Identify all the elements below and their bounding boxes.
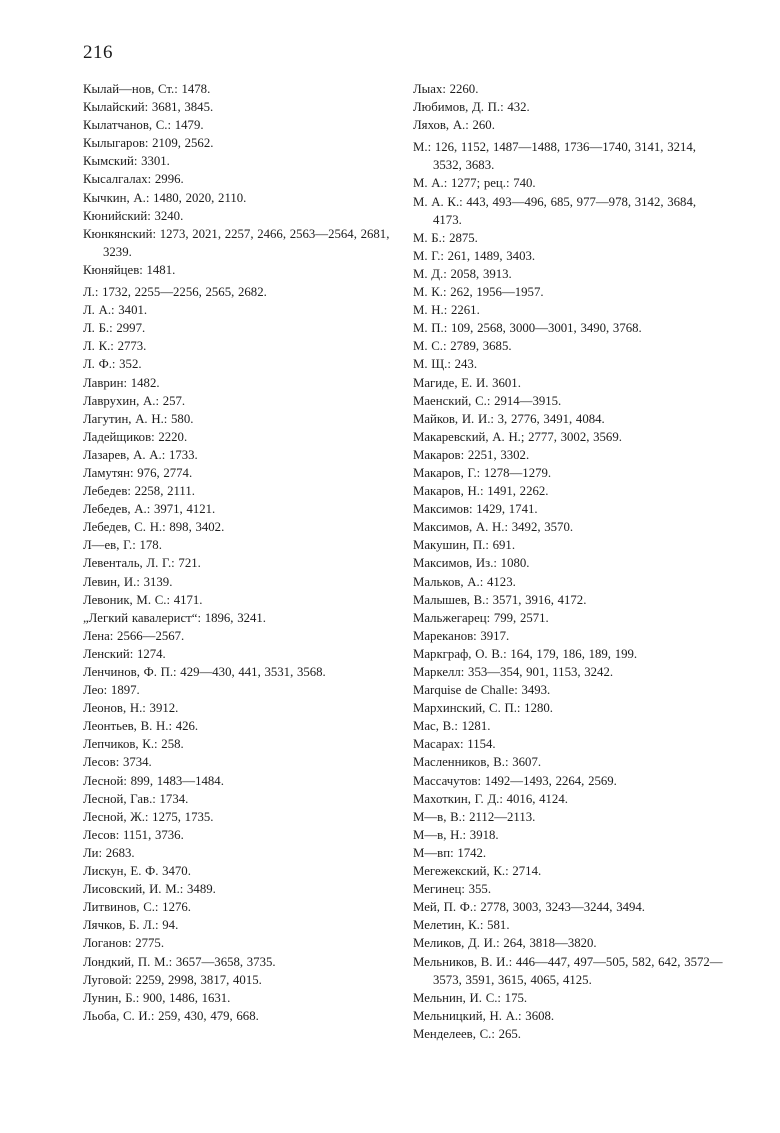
index-entry: Л—ев, Г.: 178. — [83, 538, 162, 553]
index-entry: Лепчиков, К.: 258. — [83, 737, 184, 752]
index-column-left — [83, 80, 393, 1025]
index-entry: Лео: 1897. — [83, 683, 140, 698]
index-entry: Кылатчанов, С.: 1479. — [83, 118, 204, 133]
index-entry: Мальков, А.: 4123. — [413, 574, 516, 589]
index-entry: Лесов: 1151, 3736. — [83, 827, 184, 842]
index-entry: „Легкий кавалерист“: 1896, 3241. — [83, 610, 266, 625]
index-entry: Мальжегарец: 799, 2571. — [413, 610, 549, 625]
index-entry: Маенский, С.: 2914—3915. — [413, 393, 562, 408]
index-entry: Макаревский, А. Н.; 2777, 3002, 3569. — [413, 429, 622, 444]
index-entry: Максимов, Из.: 1080. — [413, 556, 530, 571]
index-entry: Лебедев, С. Н.: 898, 3402. — [83, 520, 225, 535]
index-entry: Лаврин: 1482. — [83, 375, 160, 390]
index-entry: Майков, И. И.: 3, 2776, 3491, 4084. — [413, 411, 605, 426]
page-number: 216 — [83, 42, 113, 63]
index-entry: Лисовский, И. М.: 3489. — [83, 882, 216, 897]
index-entry: Кюнийский: 3240. — [83, 208, 184, 223]
index-entry: Левоник, М. С.: 4171. — [83, 592, 203, 607]
index-entry: Кылайский: 3681, 3845. — [83, 100, 214, 115]
index-entry: Махоткин, Г. Д.: 4016, 4124. — [413, 791, 568, 806]
index-entry: Макушин, П.: 691. — [413, 538, 516, 553]
index-entry: М—в, Н.: 3918. — [413, 827, 499, 842]
index-entry: Максимов: 1429, 1741. — [413, 502, 538, 517]
index-entry: М. С.: 2789, 3685. — [413, 339, 512, 354]
index-entry: М. К.: 262, 1956—1957. — [413, 285, 544, 300]
index-entry: Л. К.: 2773. — [83, 339, 147, 354]
index-entry: Лунин, Б.: 900, 1486, 1631. — [83, 990, 231, 1005]
index-entry: Ленский: 1274. — [83, 646, 166, 661]
index-entry: Лебедев: 2258, 2111. — [83, 484, 195, 499]
index-entry: Лаврухин, А.: 257. — [83, 393, 186, 408]
index-entry: Мельнин, И. С.: 175. — [413, 990, 528, 1005]
index-entry: Мельников, В. И.: 446—447, 497—505, 582, 642, 3572—3573, 3591, 3615, 4065, 4125. — [413, 954, 723, 987]
index-entry: Лыах: 2260. — [413, 82, 479, 96]
index-entry: Мегежекский, К.: 2714. — [413, 864, 542, 879]
index-entry: Льоба, С. И.: 259, 430, 479, 668. — [83, 1008, 259, 1023]
index-entry: М—в, В.: 2112—2113. — [413, 809, 536, 824]
index-entry: Marquise de Challe: 3493. — [413, 683, 551, 698]
index-entry: М.: 126, 1152, 1487—1488, 1736—1740, 3141, 3214, 3532, 3683. — [413, 140, 696, 173]
index-entry: Левин, И.: 3139. — [83, 574, 173, 589]
index-entry: М. Г.: 261, 1489, 3403. — [413, 248, 536, 263]
index-entry: Л. А.: 3401. — [83, 303, 148, 318]
index-entry: Малышев, В.: 3571, 3916, 4172. — [413, 592, 587, 607]
index-entry: Ляхов, А.: 260. — [413, 118, 495, 133]
index-entry: Лагутин, А. Н.: 580. — [83, 411, 194, 426]
index-entry: М. Н.: 2261. — [413, 303, 480, 318]
index-entry: Ленчинов, Ф. П.: 429—430, 441, 3531, 3568. — [83, 665, 326, 679]
index-entry: Мельницкий, Н. А.: 3608. — [413, 1008, 555, 1023]
index-entry: Кычкин, А.: 1480, 2020, 2110. — [83, 190, 247, 205]
index-column-right — [413, 80, 723, 1043]
index-entry: Кюнкянский: 1273, 2021, 2257, 2466, 2563—2564, 2681, 3239. — [83, 226, 390, 259]
index-entry: Лесов: 3734. — [83, 755, 152, 770]
index-entry: Мас, В.: 1281. — [413, 719, 491, 734]
index-entry: М. Д.: 2058, 3913. — [413, 266, 512, 281]
index-entry: Маркграф, О. В.: 164, 179, 186, 189, 199. — [413, 646, 638, 661]
index-entry: Леонтьев, В. Н.: 426. — [83, 719, 199, 734]
index-entry: М. П.: 109, 2568, 3000—3001, 3490, 3768. — [413, 321, 642, 336]
index-entry: Ли: 2683. — [83, 845, 135, 860]
index-entry: М—вп: 1742. — [413, 845, 487, 860]
index-entry: М. А.: 1277; рец.: 740. — [413, 176, 536, 191]
index-entry: Лена: 2566—2567. — [83, 628, 185, 643]
index-entry: Литвинов, С.: 1276. — [83, 900, 191, 915]
index-entry: Кылыгаров: 2109, 2562. — [83, 136, 214, 151]
index-entry: Мелетин, К.: 581. — [413, 918, 510, 933]
index-entry: Кымский: 3301. — [83, 154, 170, 169]
index-entry: Менделеев, С.: 265. — [413, 1026, 521, 1041]
index-entry: Мей, П. Ф.: 2778, 3003, 3243—3244, 3494. — [413, 900, 646, 915]
index-entry: Л. Б.: 2997. — [83, 321, 146, 336]
index-entry: Масленников, В.: 3607. — [413, 755, 542, 770]
index-entry: Ладейщиков: 2220. — [83, 429, 188, 444]
index-entry: Кюняйцев: 1481. — [83, 262, 176, 277]
index-entry: Лесной, Ж.: 1275, 1735. — [83, 809, 214, 824]
index-entry: Максимов, А. Н.: 3492, 3570. — [413, 520, 574, 535]
index-entry: Мегинец: 355. — [413, 882, 492, 897]
index-entry: М. Б.: 2875. — [413, 230, 478, 245]
index-entry: Л.: 1732, 2255—2256, 2565, 2682. — [83, 285, 267, 300]
index-entry: Кысалгалах: 2996. — [83, 172, 184, 187]
index-entry: Массачутов: 1492—1493, 2264, 2569. — [413, 773, 617, 788]
index-entry: Ламутян: 976, 2774. — [83, 465, 193, 480]
index-entry: Макаров: 2251, 3302. — [413, 447, 530, 462]
index-entry: Левенталь, Л. Г.: 721. — [83, 556, 201, 571]
index-entry: Кылай—нов, Ст.: 1478. — [83, 82, 211, 96]
index-entry: Макаров, Г.: 1278—1279. — [413, 465, 552, 480]
index-entry: Мархинский, С. П.: 1280. — [413, 701, 553, 716]
index-entry: Логанов: 2775. — [83, 936, 165, 951]
index-entry: Масарах: 1154. — [413, 737, 496, 752]
index-entry: Магиде, Е. И. 3601. — [413, 375, 521, 390]
index-entry: М. Щ.: 243. — [413, 357, 478, 372]
index-entry: Л. Ф.: 352. — [83, 357, 142, 372]
index-entry: М. А. К.: 443, 493—496, 685, 977—978, 3142, 3684, 4173. — [413, 194, 697, 227]
index-entry: Лесной: 899, 1483—1484. — [83, 773, 224, 788]
index-entry: Лискун, Е. Ф. 3470. — [83, 864, 191, 879]
index-entry: Лондкий, П. М.: 3657—3658, 3735. — [83, 954, 276, 969]
index-entry: Любимов, Д. П.: 432. — [413, 100, 530, 115]
index-entry: Леонов, Н.: 3912. — [83, 701, 179, 716]
index-entry: Лесной, Гав.: 1734. — [83, 791, 189, 806]
index-entry: Луговой: 2259, 2998, 3817, 4015. — [83, 972, 262, 987]
index-entry: Лазарев, А. А.: 1733. — [83, 447, 198, 462]
index-entry: Маркелл: 353—354, 901, 1153, 3242. — [413, 665, 614, 679]
index-entry: Меликов, Д. И.: 264, 3818—3820. — [413, 936, 597, 951]
index-entry: Лебедев, А.: 3971, 4121. — [83, 502, 216, 517]
index-entry: Макаров, Н.: 1491, 2262. — [413, 484, 549, 499]
index-entry: Лячков, Б. Л.: 94. — [83, 918, 179, 933]
index-entry: Мареканов: 3917. — [413, 628, 510, 643]
